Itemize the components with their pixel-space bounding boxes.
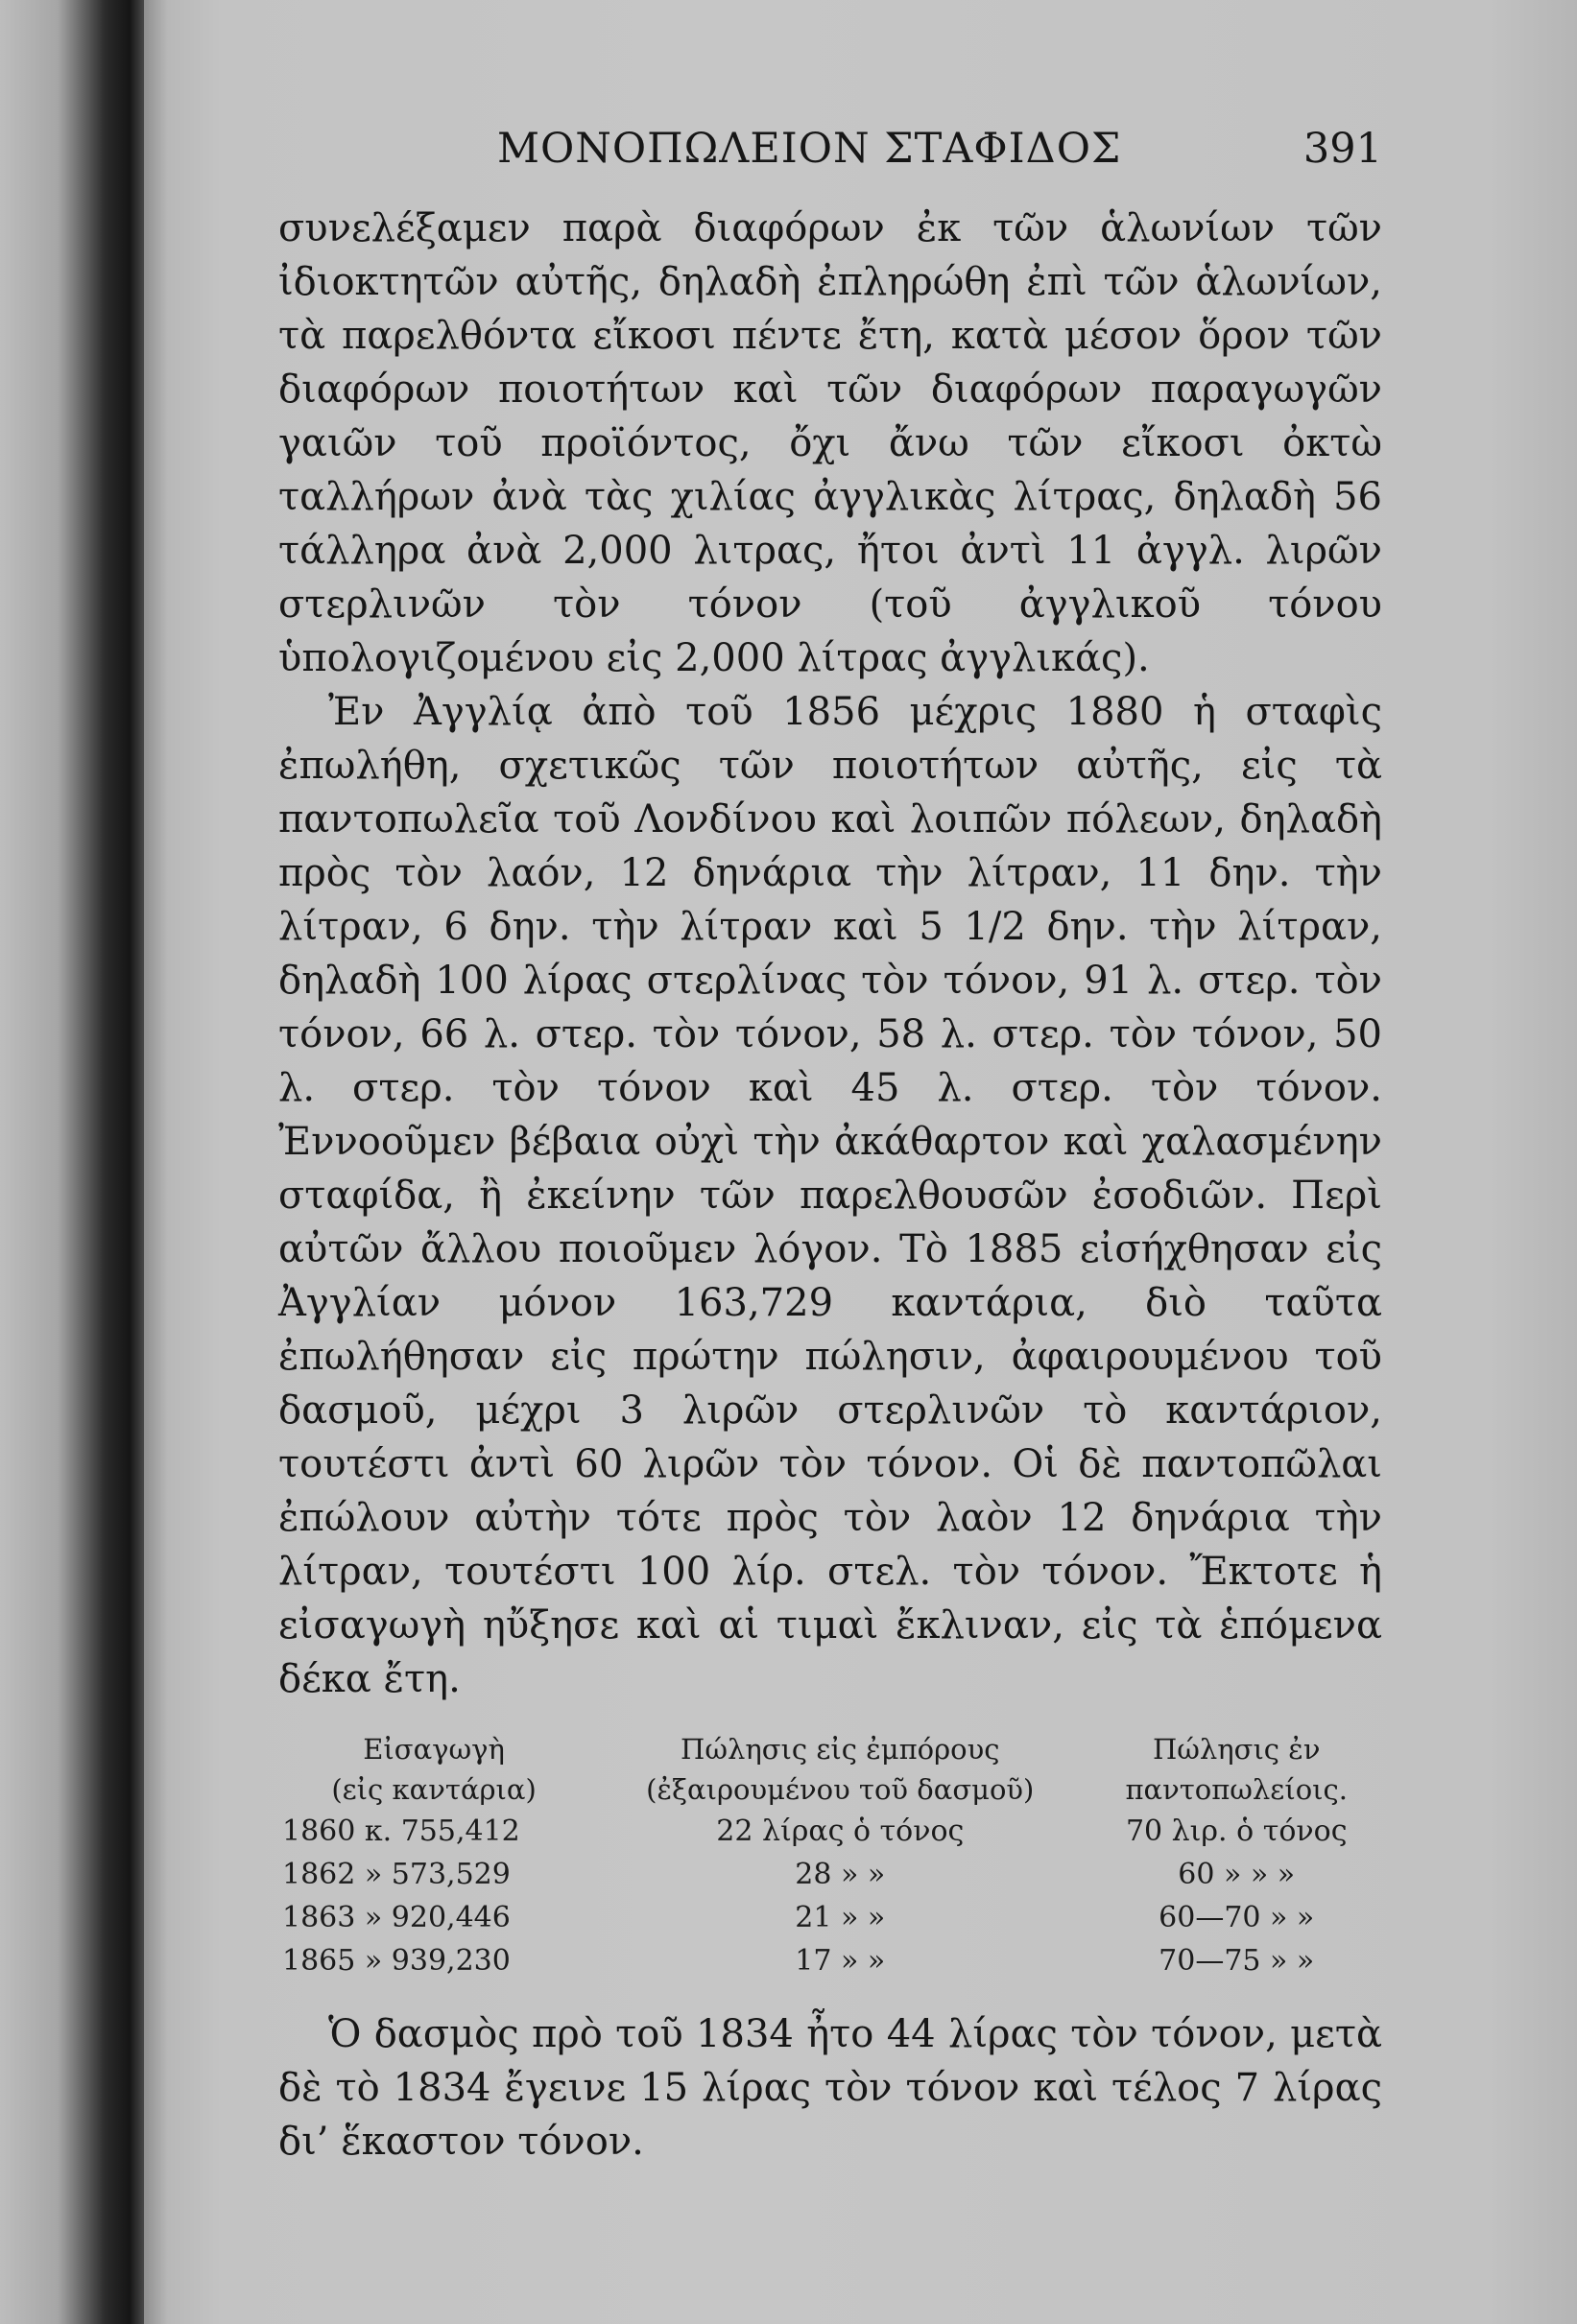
table-cell: 70—75 » » (1159, 1944, 1315, 1978)
paragraph: συνελέξαμεν παρὰ διαφόρων ἐκ τῶν ἁλωνίων τῶν ἰδιοκτητῶν αὐτῆς, δηλαδὴ ἐπληρώθη ἐπὶ τῶν ἁλωνίων, τὰ παρελθόντα εἴκοσι πέντε ἔτη, κατὰ μέσον ὅρον τῶν διαφόρων ποιοτήτων καὶ τῶν διαφόρων παραγωγῶν γαιῶν τοῦ προϊόντος, ὄχι ἄνω τῶν εἴκοσι ὀκτὼ ταλλήρων ἀνὰ τὰς χιλίας ἀγγλικὰς λίτρας, δηλαδὴ 56 τάλληρα ἀνὰ 2,000 λιτρας, ἤτοι ἀντὶ 11 ἀγγλ. λιρῶν στερλινῶν τὸν τόνον (τοῦ ἀγγλικοῦ τόνου ὑπολογιζομένου εἰς 2,000 λίτρας ἀγγλικάς). (278, 206, 1382, 680)
table-row (278, 1810, 1382, 1853)
table-cell: 1860 κ. 755,412 (282, 1814, 520, 1848)
column-header-imports (278, 1729, 589, 1810)
running-title: ΜΟΝΟΠΩΛΕΙΟΝ ΣΤΑΦΙΔΟΣ (497, 125, 1122, 173)
import-prices-table (278, 1729, 1382, 1982)
column-header-line: παντοπωλείοις. (1125, 1773, 1348, 1806)
column-header-retail-sale (1090, 1729, 1382, 1810)
closing-text (278, 2007, 1382, 2169)
table-header-row (278, 1729, 1382, 1810)
column-header-line: (εἰς καντάρια) (331, 1773, 537, 1806)
table-cell: 22 λίρας ὁ τόνος (716, 1814, 965, 1848)
scan-binding-edge (0, 0, 149, 2324)
page-number: 391 (1302, 125, 1382, 173)
table-cell: 60 » » » (1178, 1858, 1296, 1891)
column-header-line: Εἰσαγωγὴ (363, 1733, 505, 1766)
table-cell: 17 » » (795, 1944, 886, 1978)
table-row (278, 1853, 1382, 1896)
table-cell: 1862 » 573,529 (282, 1858, 511, 1891)
paragraph: Ὁ δασμὸς πρὸ τοῦ 1834 ἦτο 44 λίρας τὸν τόνον, μετὰ δὲ τὸ 1834 ἔγεινε 15 λίρας τὸν τόνον καὶ τέλος 7 λίρας δι’ ἕκαστον τόνον. (278, 2012, 1382, 2164)
table-cell: 60—70 » » (1159, 1901, 1315, 1934)
paragraph: Ἐν Ἀγγλίᾳ ἀπὸ τοῦ 1856 μέχρις 1880 ἡ σταφὶς ἐπωλήθη, σχετικῶς τῶν ποιοτήτων αὐτῆς, εἰς τὰ παντοπωλεῖα τοῦ Λονδίνου καὶ λοιπῶν πόλεων, δηλαδὴ πρὸς τὸν λαόν, 12 δηνάρια τὴν λίτραν, 11 δην. τὴν λίτραν, 6 δην. τὴν λίτραν καὶ 5 1/2 δην. τὴν λίτραν, δηλαδὴ 100 λίρας στερλίνας τὸν τόνον, 91 λ. στερ. τὸν τόνον, 66 λ. στερ. τὸν τόνον, 58 λ. στερ. τὸν τόνον, 50 λ. στερ. τὸν τόνον καὶ 45 λ. στερ. τὸν τόνον. Ἐννοοῦμεν βέβαια οὐχὶ τὴν ἀκάθαρτον καὶ χαλασμένην σταφίδα, ἢ ἐκείνην τῶν παρελθουσῶν ἐσοδιῶν. Περὶ αὐτῶν ἄλλου ποιοῦμεν λόγον. Τὸ 1885 εἰσήχθησαν εἰς Ἀγγλίαν μόνον 163,729 καντάρια, διὸ ταῦτα ἐπωλήθησαν εἰς πρώτην πώλησιν, ἀφαιρουμένου τοῦ δασμοῦ, μέχρι 3 λιρῶν στερλινῶν τὸ καντάριον, τουτέστι ἀντὶ 60 λιρῶν τὸν τόνον. Οἱ δὲ παντοπῶλαι ἐπώλουν αὐτὴν τότε πρὸς τὸν λαὸν 12 δηνάρια τὴν λίτραν, τουτέστι 100 λίρ. στελ. τὸν τόνον. Ἔκτοτε ἡ εἰσαγωγὴ ηὔξησε καὶ αἱ τιμαὶ ἔκλιναν, εἰς τὰ ἑπόμενα δέκα ἔτη. (278, 690, 1382, 1701)
table-cell: 1865 » 939,230 (282, 1944, 511, 1978)
table-cell: 1863 » 920,446 (282, 1901, 511, 1934)
column-header-merchant-sale (589, 1729, 1090, 1810)
page-content (278, 125, 1382, 2169)
column-header-line: (ἐξαιρουμένου τοῦ δασμοῦ) (646, 1773, 1035, 1806)
table-cell: 28 » » (795, 1858, 886, 1891)
table-cell: 70 λιρ. ὁ τόνος (1125, 1814, 1348, 1848)
column-header-line: Πώλησις εἰς ἐμπόρους (681, 1733, 1000, 1766)
running-head (278, 125, 1382, 202)
column-header-line: Πώλησις ἐν (1152, 1733, 1321, 1766)
body-text (278, 202, 1382, 1706)
table-cell: 21 » » (795, 1901, 886, 1934)
table-row (278, 1939, 1382, 1982)
table-row (278, 1896, 1382, 1939)
